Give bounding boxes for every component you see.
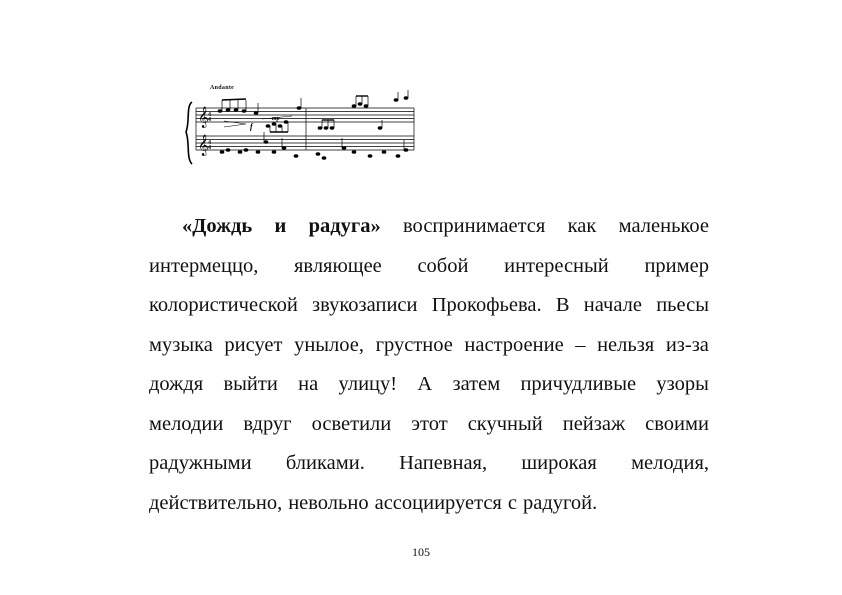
text-line <box>149 207 709 247</box>
word: грустное <box>375 333 453 356</box>
svg-text:4: 4 <box>208 145 211 151</box>
svg-text:mp: mp <box>272 116 280 122</box>
word: колористической <box>149 294 298 316</box>
word: звукозаписи <box>312 294 418 316</box>
text-line <box>149 326 709 366</box>
main-paragraph <box>149 207 709 523</box>
word: радугой. <box>522 491 598 514</box>
word: дождя <box>149 373 204 395</box>
word: радуга» <box>308 215 381 237</box>
word: радужными <box>149 452 252 474</box>
word: нельзя <box>597 333 655 356</box>
word: пейзаж <box>562 412 626 435</box>
word: широкая <box>521 452 597 474</box>
word: вдруг <box>243 412 292 435</box>
tempo-marking: Andante <box>210 85 235 91</box>
score-staves <box>184 86 416 168</box>
word: мелодия, <box>631 452 709 474</box>
word: мелодии <box>149 412 224 435</box>
svg-text:4: 4 <box>208 140 211 146</box>
word: бликами. <box>285 452 365 474</box>
word: затем <box>452 373 501 395</box>
text-line <box>149 365 709 405</box>
text-line <box>149 405 709 445</box>
word: собой <box>417 254 469 277</box>
word: своими <box>645 412 709 435</box>
word: настроение <box>464 333 564 356</box>
word: являющее <box>293 254 382 277</box>
word: невольно <box>288 491 369 514</box>
word: В <box>555 294 570 316</box>
word: из-за <box>665 333 709 356</box>
word: пьесы <box>656 294 709 316</box>
word: действительно, <box>149 491 283 514</box>
word: – <box>575 333 586 356</box>
text-line <box>149 484 709 524</box>
word: рисует <box>224 333 283 356</box>
word: узоры <box>656 373 709 395</box>
word: улицу! <box>338 373 398 395</box>
word: причудливые <box>520 373 637 395</box>
text-line <box>149 286 709 326</box>
word: интермеццо, <box>149 254 259 277</box>
svg-text:𝄞: 𝄞 <box>198 135 209 156</box>
word: пример <box>644 254 709 277</box>
word: с <box>507 491 517 514</box>
text-line <box>149 444 709 484</box>
word: и <box>274 215 287 237</box>
word: воспринимается <box>403 215 546 237</box>
word: унылое, <box>294 333 365 356</box>
word: как <box>567 215 597 237</box>
word: начале <box>583 294 642 316</box>
music-score-excerpt <box>184 86 416 168</box>
svg-text:4: 4 <box>208 117 211 123</box>
svg-text:4: 4 <box>208 112 211 118</box>
svg-text:f: f <box>250 122 253 131</box>
word: выйти <box>223 373 278 395</box>
page-number: 105 <box>412 545 430 559</box>
word: скучный <box>467 412 543 435</box>
text-line <box>149 247 709 287</box>
word: музыка <box>149 333 213 356</box>
word: осветили <box>311 412 392 435</box>
word: маленькое <box>618 215 709 237</box>
word: «Дождь <box>182 215 253 237</box>
word: Напевная, <box>399 452 488 474</box>
word: интересный <box>504 254 609 277</box>
word: этот <box>411 412 448 435</box>
word: А <box>417 373 433 395</box>
svg-text:𝄞: 𝄞 <box>198 107 209 128</box>
word: ассоциируется <box>374 491 502 514</box>
word: Прокофьева. <box>431 294 542 316</box>
word: на <box>298 373 319 395</box>
